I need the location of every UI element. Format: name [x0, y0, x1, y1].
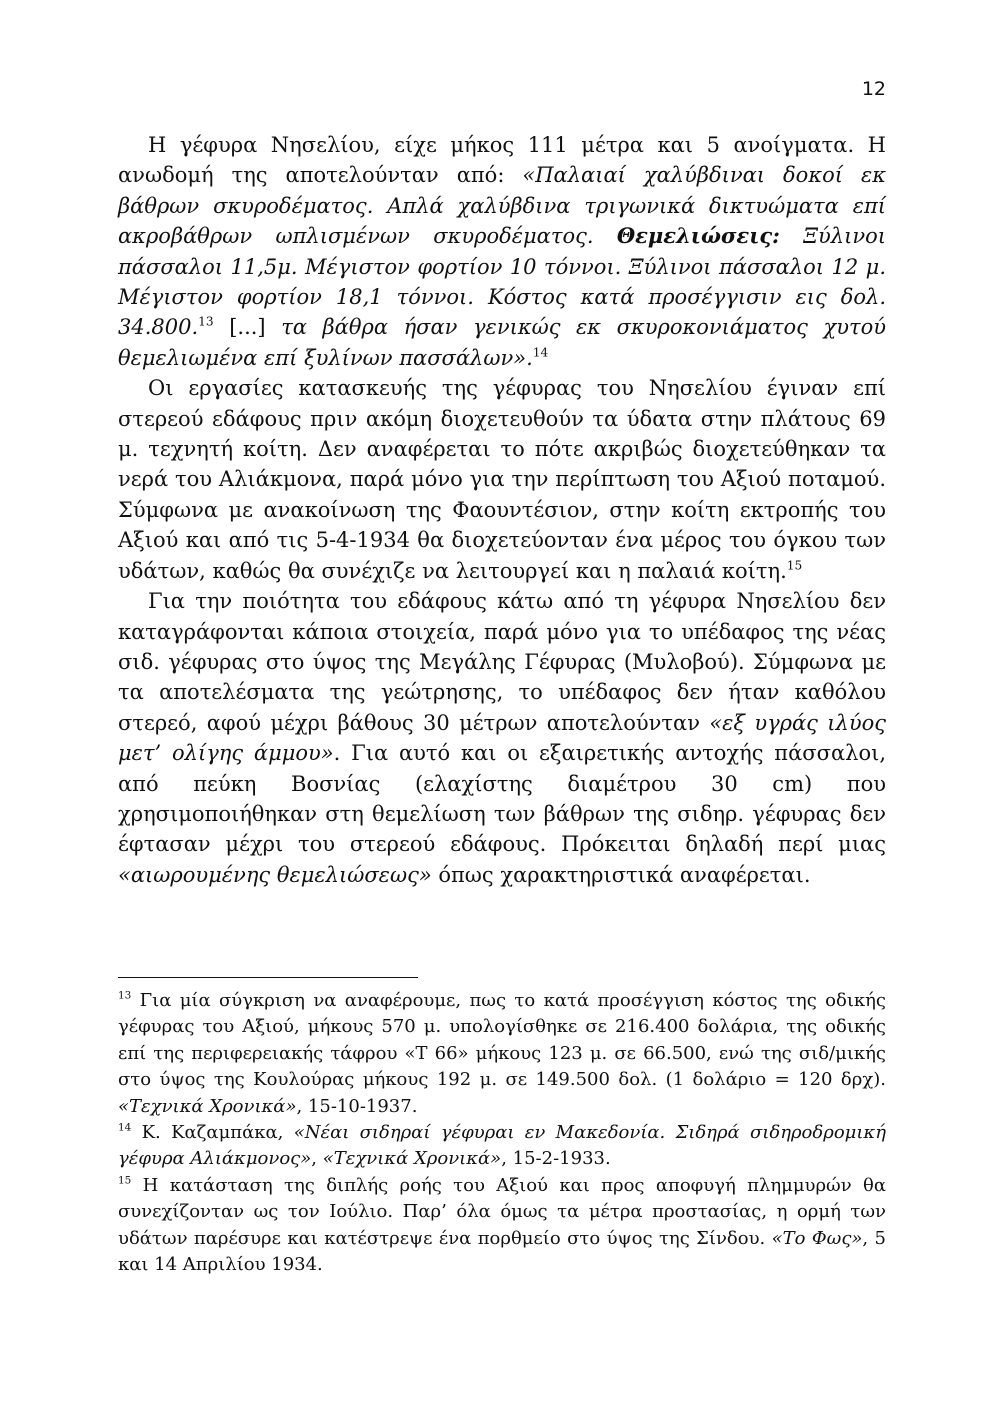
- paragraph: [118, 130, 886, 373]
- text-run: , 5 και 14 Απριλίου 1934.: [118, 1227, 886, 1276]
- footnote-15: [118, 1173, 886, 1279]
- italic-text: τα βάθρα ήσαν γενικώς εκ σκυροκονιάματος χυτού θεμελιωμένα επί ξυλίνων πασσάλων».: [118, 315, 886, 370]
- text-run: Η κατάσταση της διπλής ροής του Αξιού και προς αποφυγή πλημμυρών θα συνεχίζονταν ως τον Ιούλιο. Παρ’ όλα όμως τα μέτρα προστασίας, η ορμή των υδάτων παρέσυρε και κατέστρεψε ένα πορθμείο στο ύψος της Σίνδου.: [118, 1174, 886, 1249]
- text-run: , 15-10-1937.: [296, 1095, 418, 1117]
- footnote-reference: 13: [198, 314, 214, 329]
- text-run: Κ. Καζαμπάκα,: [131, 1122, 294, 1144]
- italic-text: «Τεχνικά Χρονικά»: [322, 1148, 502, 1170]
- text-run: Για μία σύγκριση να αναφέρουμε, πως το κατά προσέγγιση κόστος της οδικής γέφυρας του Αξιού, μήκους 570 μ. υπολογίσθηκε σε 216.400 δολάρια, της οδικής επί της περιφερειακής τάφρου «Τ 66» μήκους 123 μ. σε 66.500, ενώ της σιδ/μικής στο ύψος της Κουλούρας μήκους 192 μ. σε 149.500 δολ. (1 δολάριο = 120 δρχ).: [118, 990, 886, 1091]
- bold-italic-text: Θεμελιώσεις:: [616, 223, 780, 249]
- paragraph: [118, 373, 886, 586]
- text-run: όπως χαρακτηριστικά αναφέρεται.: [431, 862, 811, 887]
- paragraph: [118, 586, 886, 890]
- bold-text: [617, 223, 780, 248]
- footnote-separator: [118, 977, 418, 978]
- footnote-reference: 13: [118, 989, 132, 1002]
- italic-text: «Το Φως»: [771, 1227, 863, 1249]
- footnote-13: [118, 988, 886, 1120]
- italic-text: «Νέαι σιδηραί γέφυραι εν Μακεδονία. Σιδηρά σιδηροδρομική γέφυρα Αλιάκμονος»: [118, 1122, 886, 1170]
- footnote-reference: 15: [118, 1174, 132, 1187]
- footnote-reference: 14: [118, 1121, 132, 1134]
- text-run: Η γέφυρα Νησελίου, είχε μήκος 111 μέτρα και 5 ανοίγματα. Η ανωδομή της αποτελούνταν από:: [118, 133, 886, 188]
- text-run: Για την ποιότητα του εδάφους κάτω από τη γέφυρα Νησελίου δεν καταγράφονται κάποια στοιχεία, παρά μόνο για το υπέδαφος της νέας σιδ. γέφυρας στο ύψος της Μεγάλης Γέφυρας (Μυλοβού). Σύμφωνα με τα αποτελέσματα της γεώτρησης, το υπέδαφος δεν ήταν καθόλου στερεό, αφού μέχρι βάθους 30 μέτρων αποτελούνταν: [118, 589, 886, 735]
- text-run: , 15-2-1933.: [501, 1148, 611, 1170]
- italic-text: «Παλαιαί χαλύβδιναι δοκοί εκ βάθρων σκυροδέματος. Απλά χαλύβδινα τριγωνικά δικτυώματα επί ακροβάθρων ωπλισμένων σκυροδέματος.: [118, 163, 886, 249]
- italic-text: «εξ υγράς ιλύος μετ’ ολίγης άμμου»: [118, 710, 886, 766]
- text-run: ,: [311, 1148, 323, 1170]
- footnote-14: [118, 1120, 886, 1173]
- text-run: Οι εργασίες κατασκευής της γέφυρας του Νησελίου έγιναν επί στερεού εδάφους πριν ακόμη διοχετευθούν τα ύδατα στην πλάτους 69 μ. τεχνητή κοίτη. Δεν αναφέρεται το πότε ακριβώς διοχετεύθηκαν τα νερά του Αλιάκμονα, παρά μόνο για την περίπτωση του Αξιού ποταμού. Σύμφωνα με ανακοίνωση της Φαουντέσιον, στην κοίτη εκτροπής του Αξιού και από τις 5-4-1934 θα διοχετεύονταν ένα μέρος του όγκου των υδάτων, καθώς θα συνέχιζε να λειτουργεί και η παλαιά κοίτη.: [118, 376, 886, 583]
- footnotes: [118, 988, 886, 1278]
- footnote-reference: 15: [786, 558, 803, 573]
- text-run: [...]: [213, 315, 282, 340]
- page-number: 12: [861, 78, 886, 100]
- italic-text: «αιωρουμένης θεμελιώσεως»: [118, 862, 432, 887]
- italic-text: Ξύλινοι πάσσαλοι 11,5μ. Μέγιστον φορτίον 10 τόννοι. Ξύλινοι πάσσαλοι 12 μ. Μέγιστον φορτίον 18,1 τόννοι. Κόστος κατά προσέγγισιν εις δολ. 34.800.: [118, 224, 886, 340]
- main-text: [118, 130, 886, 890]
- text-run: . Για αυτό και οι εξαιρετικής αντοχής πάσσαλοι, από πεύκη Βοσνίας (ελαχίστης διαμέτρου 30 cm) που χρησιμοποιήθηκαν στη θεμελίωση των βάθρων της σιδηρ. γέφυρας δεν έφτασαν μέχρι του στερεού εδάφους. Πρόκειται δηλαδή περί μιας: [118, 741, 887, 857]
- footnote-reference: 14: [532, 345, 549, 360]
- italic-text: «Τεχνικά Χρονικά»: [118, 1095, 297, 1117]
